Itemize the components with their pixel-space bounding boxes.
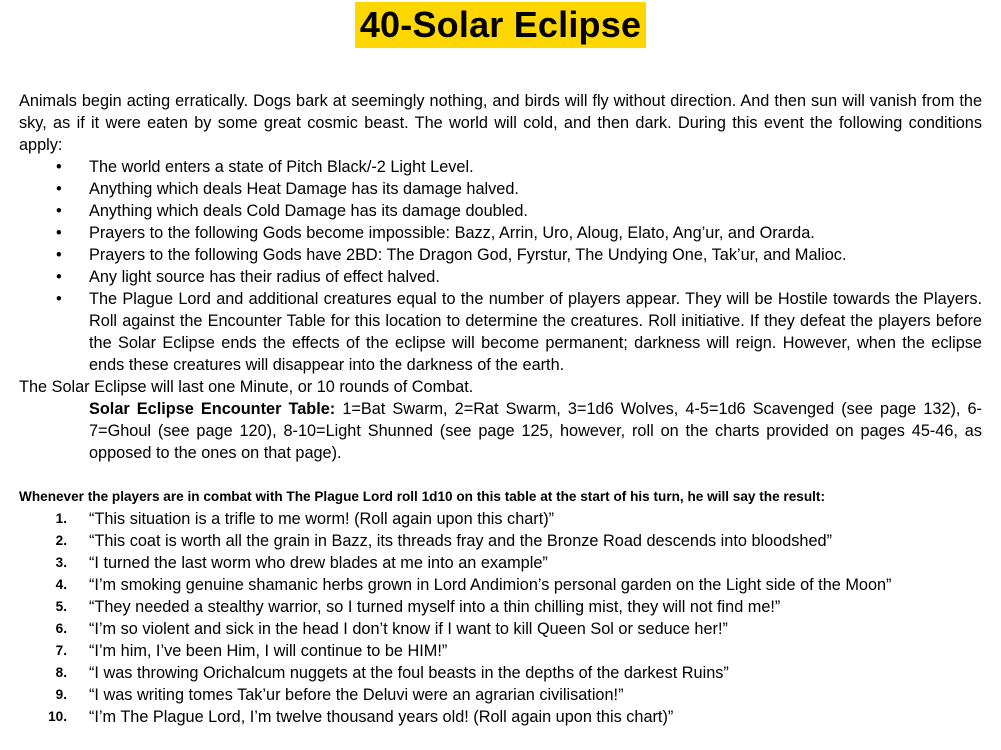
- condition-text: Prayers to the following Gods become impossible: Bazz, Arrin, Uro, Aloug, Elato, Ang’ur, and Orarda.: [89, 224, 815, 242]
- quote-text: “I’m smoking genuine shamanic herbs grown in Lord Andimion’s personal garden on the Light side of the Moon”: [89, 576, 892, 594]
- quote-text: “I’m him, I’ve been Him, I will continue to be HIM!”: [89, 642, 448, 660]
- condition-text: The world enters a state of Pitch Black/-2 Light Level.: [89, 158, 474, 176]
- bullet-icon: •: [56, 224, 62, 242]
- quote-number: 9.: [55, 687, 67, 702]
- quote-item: [19, 706, 989, 728]
- quote-number: 2.: [55, 533, 67, 548]
- condition-text: Any light source has their radius of effect halved.: [89, 268, 440, 286]
- bullet-icon: •: [56, 290, 62, 308]
- encounter-table-text: 1=Bat Swarm, 2=Rat Swarm, 3=1d6 Wolves, 4-5=1d6 Scavenged (see page 132), 6-7=Ghoul (see page 120), 8-10=Light Shunned (see page 125, however, roll on the charts provided on pages 45-46, as opposed to the ones on that page).: [89, 400, 982, 462]
- bullet-icon: •: [56, 158, 62, 176]
- event-description: [19, 90, 982, 464]
- quotes-list: [19, 508, 989, 728]
- quote-text: “I was throwing Orichalcum nuggets at the foul beasts in the depths of the darkest Ruins”: [89, 664, 729, 682]
- quote-text: “I turned the last worm who drew blades at me into an example”: [89, 554, 548, 572]
- quote-item: [19, 684, 989, 706]
- page-title: 40-Solar Eclipse: [355, 2, 646, 48]
- condition-item: [19, 200, 982, 222]
- encounter-table: [19, 398, 982, 464]
- title-container: [0, 2, 1001, 48]
- duration-text: The Solar Eclipse will last one Minute, or 10 rounds of Combat.: [19, 378, 474, 396]
- quote-text: “I was writing tomes Tak’ur before the Deluvi were an agrarian civilisation!”: [89, 686, 624, 704]
- quote-text: “I’m The Plague Lord, I’m twelve thousand years old! (Roll again upon this chart)”: [89, 708, 674, 726]
- quote-number: 3.: [55, 555, 67, 570]
- condition-text: Anything which deals Cold Damage has its damage doubled.: [89, 202, 528, 220]
- encounter-table-label: Solar Eclipse Encounter Table:: [89, 400, 336, 418]
- quote-item: [19, 662, 989, 684]
- quote-item: [19, 552, 989, 574]
- intro-paragraph: Animals begin acting erratically. Dogs bark at seemingly nothing, and birds will fly without direction. And then sun will vanish from the sky, as if it were eaten by some great cosmic beast. The world will cold, and then dark. During this event the following conditions apply:: [19, 92, 982, 154]
- condition-text: Prayers to the following Gods have 2BD: The Dragon God, Fyrstur, The Undying One, Tak’ur, and Malioc.: [89, 246, 847, 264]
- condition-item: [19, 288, 982, 376]
- condition-item: [19, 178, 982, 200]
- quote-item: [19, 640, 989, 662]
- quote-item: [19, 596, 989, 618]
- quote-text: “This coat is worth all the grain in Bazz, its threads fray and the Bronze Road descends into bloodshed”: [89, 532, 833, 550]
- bullet-icon: •: [56, 246, 62, 264]
- quote-text: “This situation is a trifle to me worm! (Roll again upon this chart)”: [89, 510, 555, 528]
- condition-text: The Plague Lord and additional creatures equal to the number of players appear. They will be Hostile towards the Players. Roll against the Encounter Table for this location to determine the creatures. Roll initiative. If they defeat the players before the Solar Eclipse ends the effects of the eclipse will become permanent; darkness will reign. However, when the eclipse ends these creatures will disappear into the darkness of the earth.: [89, 290, 982, 374]
- quote-number: 6.: [55, 621, 67, 636]
- quote-text: “They needed a stealthy warrior, so I turned myself into a thin chilling mist, they will not find me!”: [89, 598, 781, 616]
- quote-text: “I’m so violent and sick in the head I don’t know if I want to kill Queen Sol or seduce her!”: [89, 620, 728, 638]
- condition-item: [19, 222, 982, 244]
- quote-item: [19, 508, 989, 530]
- bullet-icon: •: [56, 202, 62, 220]
- condition-item: [19, 266, 982, 288]
- quote-item: [19, 574, 989, 596]
- condition-text: Anything which deals Heat Damage has its damage halved.: [89, 180, 519, 198]
- conditions-list: [19, 156, 982, 376]
- bullet-icon: •: [56, 268, 62, 286]
- bullet-icon: •: [56, 180, 62, 198]
- combat-heading: Whenever the players are in combat with The Plague Lord roll 1d10 on this table at the start of his turn, he will say the result:: [19, 489, 825, 504]
- quote-item: [19, 618, 989, 640]
- quote-number: 5.: [55, 599, 67, 614]
- quote-number: 8.: [55, 665, 67, 680]
- condition-item: [19, 156, 982, 178]
- quote-number: 1.: [55, 511, 67, 526]
- condition-item: [19, 244, 982, 266]
- quote-number: 10.: [48, 709, 67, 724]
- quote-number: 7.: [55, 643, 67, 658]
- quote-number: 4.: [55, 577, 67, 592]
- quote-item: [19, 530, 989, 552]
